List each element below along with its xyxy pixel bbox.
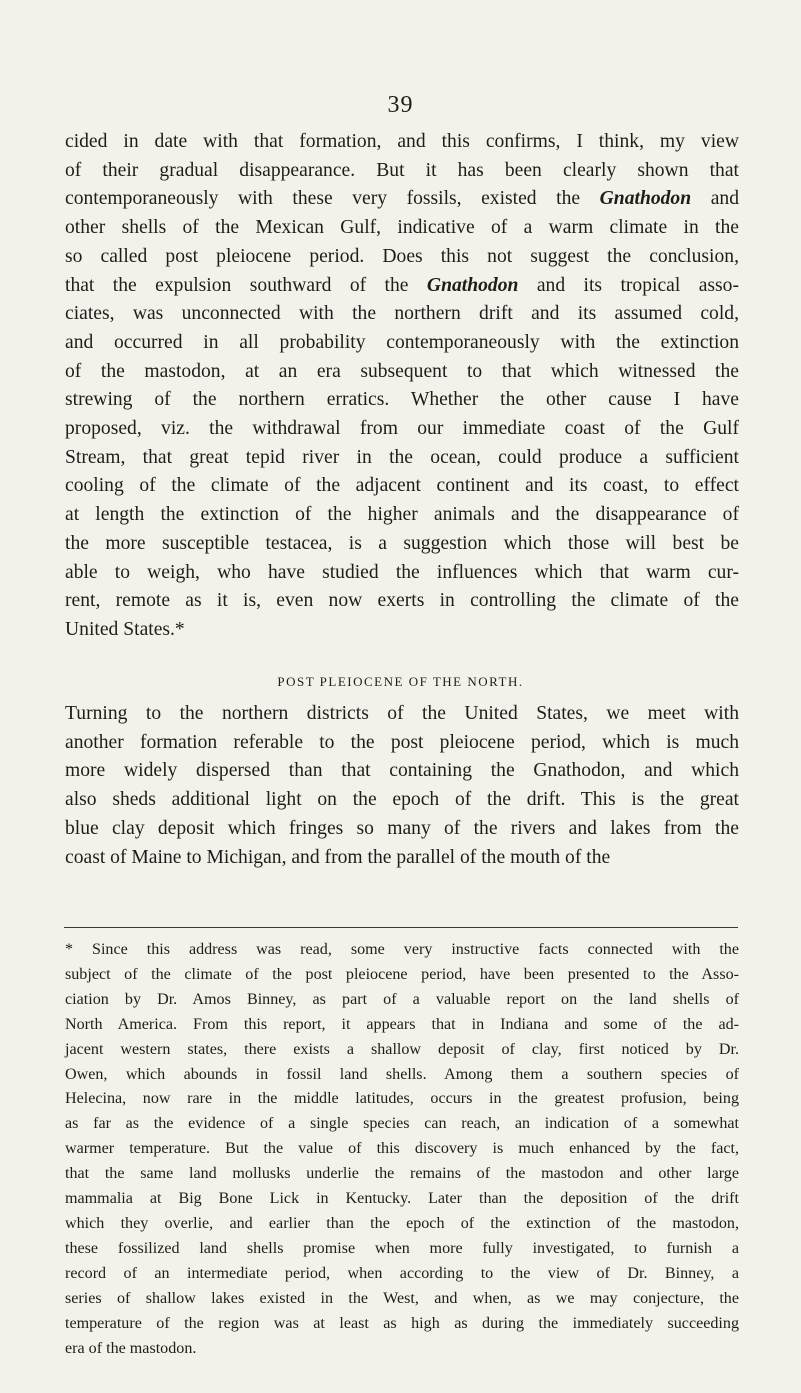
section-heading: POST PLEIOCENE OF THE NORTH. bbox=[277, 674, 524, 689]
text-line: at length the extinction of the higher animals and the disappearance of bbox=[65, 504, 739, 526]
footnote-line: warmer temperature. But the value of this discovery is much enhanced by the fact, bbox=[65, 1140, 739, 1158]
footnote-line: Helecina, now rare in the middle latitudes, occurs in the greatest profusion, being bbox=[65, 1090, 739, 1108]
italic-term: Gnathodon bbox=[426, 274, 519, 296]
text-line: another formation referable to the post pleiocene period, which is much bbox=[65, 731, 739, 753]
text-line: proposed, viz. the withdrawal from our immediate coast of the Gulf bbox=[65, 418, 739, 440]
footnote-line: era of the mastodon. bbox=[65, 1339, 197, 1357]
footnote-line: ciation by Dr. Amos Binney, as part of a valuable report on the land shells of bbox=[65, 990, 739, 1008]
footnote-line: North America. From this report, it appears that in Indiana and some of the ad- bbox=[65, 1015, 739, 1033]
footnote-line: Owen, which abounds in fossil land shells. Among them a southern species of bbox=[65, 1065, 739, 1083]
footnote-divider bbox=[64, 927, 738, 928]
section-paragraph bbox=[65, 700, 739, 872]
text-line: Stream, that great tepid river in the ocean, could produce a sufficient bbox=[65, 446, 739, 468]
text-line: United States.* bbox=[65, 618, 185, 640]
text-line: other shells of the Mexican Gulf, indicative of a warm climate in the bbox=[65, 217, 739, 239]
text-run: and its tropical asso- bbox=[518, 274, 739, 296]
text-line: ciates, was unconnected with the northern drift and its assumed cold, bbox=[65, 303, 739, 325]
footnote-line: jacent western states, there exists a shallow deposit of clay, first noticed by Dr. bbox=[65, 1040, 739, 1058]
text-run: and bbox=[691, 188, 739, 210]
footnote-line: these fossilized land shells promise when more fully investigated, to furnish a bbox=[65, 1239, 739, 1257]
footnote-line: record of an intermediate period, when according to the view of Dr. Binney, a bbox=[65, 1264, 739, 1282]
footnote-line: temperature of the region was at least as high as during the immediately succeeding bbox=[65, 1314, 739, 1332]
text-line: able to weigh, who have studied the influences which that warm cur- bbox=[65, 561, 739, 583]
footnote-line: subject of the climate of the post pleiocene period, have been presented to the Asso- bbox=[65, 965, 739, 983]
text-line: more widely dispersed than that containing the Gnathodon, and which bbox=[65, 760, 739, 782]
text-line: and occurred in all probability contemporaneously with the extinction bbox=[65, 331, 739, 353]
text-line: strewing of the northern erratics. Whether the other cause I have bbox=[65, 389, 739, 411]
footnote-line: as far as the evidence of a single species can reach, an indication of a somewhat bbox=[65, 1115, 739, 1133]
text-line: cided in date with that formation, and this confirms, I think, my view bbox=[65, 131, 739, 152]
main-paragraph bbox=[65, 128, 739, 645]
text-line: so called post pleiocene period. Does this not suggest the conclusion, bbox=[65, 245, 739, 267]
italic-term: Gnathodon bbox=[599, 188, 692, 210]
text-line bbox=[65, 272, 739, 301]
text-run: contemporaneously with these very fossils, existed the bbox=[65, 188, 600, 210]
footnote-line: series of shallow lakes existed in the West, and when, as we may conjecture, the bbox=[65, 1289, 739, 1307]
text-line: of the mastodon, at an era subsequent to that which witnessed the bbox=[65, 360, 739, 382]
text-line: rent, remote as it is, even now exerts in controlling the climate of the bbox=[65, 590, 739, 612]
page-number: 39 bbox=[387, 92, 414, 118]
footnote bbox=[65, 938, 739, 1361]
text-run: that the expulsion southward of the bbox=[65, 274, 427, 296]
footnote-line: which they overlie, and earlier than the epoch of the extinction of the mastodon, bbox=[65, 1214, 739, 1232]
text-line: also sheds additional light on the epoch of the drift. This is the great bbox=[65, 789, 739, 811]
text-line: of their gradual disappearance. But it has been clearly shown that bbox=[65, 159, 739, 181]
footnote-line: that the same land mollusks underlie the remains of the mastodon and other large bbox=[65, 1165, 739, 1183]
footnote-line: * Since this address was read, some very instructive facts connected with the bbox=[65, 941, 739, 958]
text-line bbox=[65, 185, 739, 214]
text-line: the more susceptible testacea, is a suggestion which those will best be bbox=[65, 532, 739, 554]
footnote-line: mammalia at Big Bone Lick in Kentucky. Later than the deposition of the drift bbox=[65, 1190, 739, 1208]
text-line: blue clay deposit which fringes so many of the rivers and lakes from the bbox=[65, 817, 739, 839]
text-line: coast of Maine to Michigan, and from the parallel of the mouth of the bbox=[65, 846, 611, 868]
text-line: cooling of the climate of the adjacent continent and its coast, to effect bbox=[65, 475, 739, 497]
text-line: Turning to the northern districts of the United States, we meet with bbox=[65, 703, 739, 724]
